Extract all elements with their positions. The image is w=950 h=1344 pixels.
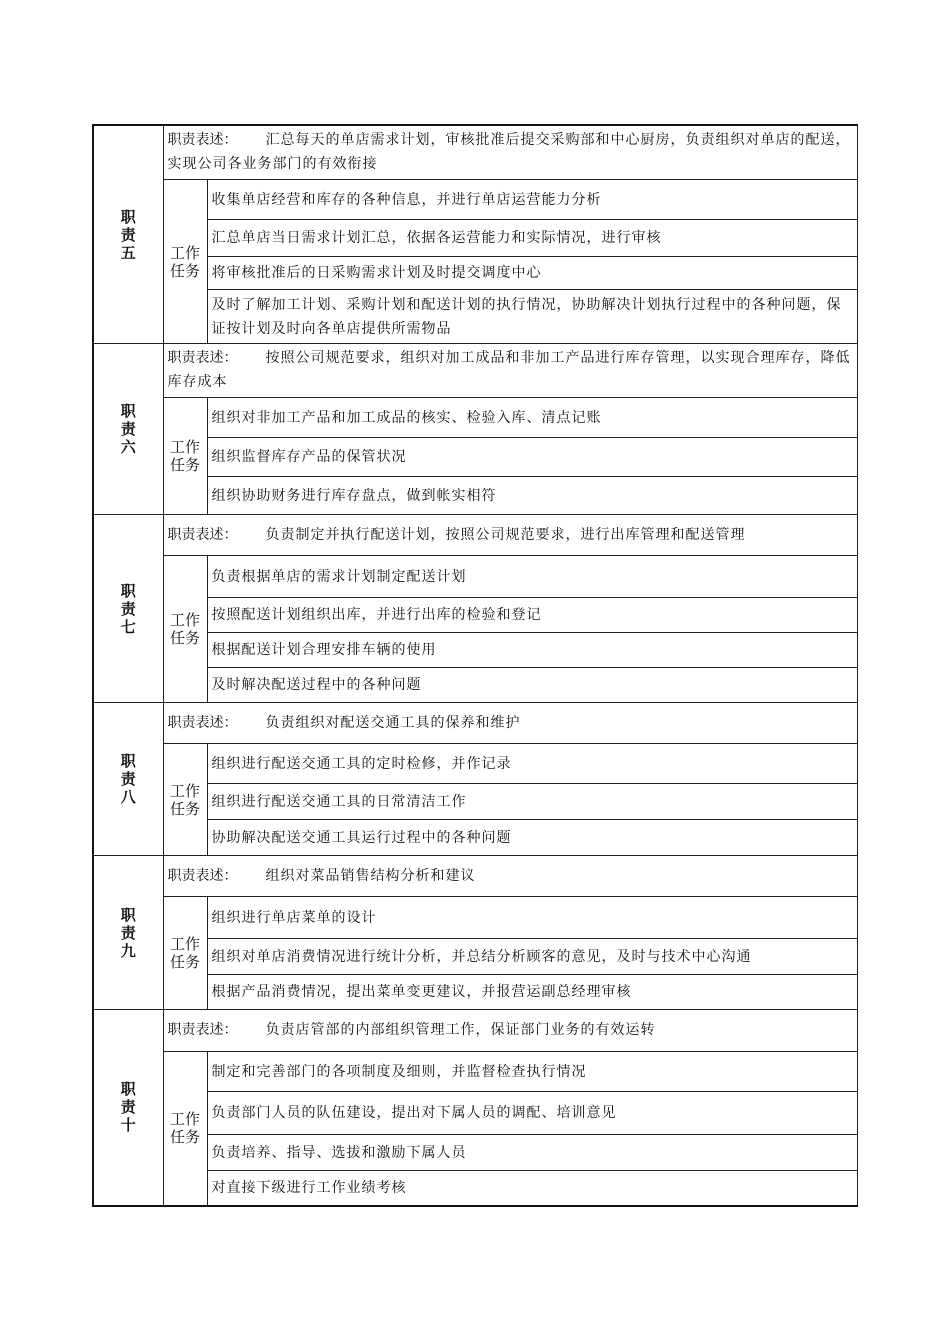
work-task-label-line: 任务 — [169, 629, 200, 647]
duty-name-char: 九 — [120, 941, 136, 960]
task-row — [93, 398, 858, 438]
description-label: 职责表述： — [167, 132, 238, 148]
duty-name — [93, 344, 163, 515]
duty-description — [163, 856, 858, 897]
task-item: 根据配送计划合理安排车辆的使用 — [207, 633, 858, 668]
duty-name-char: 责 — [120, 770, 136, 788]
duty-description-row — [93, 703, 858, 744]
duty-description-row — [93, 1010, 858, 1052]
task-item: 负责培养、指导、选拔和激励下属人员 — [207, 1135, 858, 1171]
work-task-label-line: 任务 — [169, 456, 200, 474]
duty-name-char: 六 — [120, 438, 136, 456]
duty-table — [92, 124, 858, 1207]
duty-description — [163, 703, 858, 744]
work-task-label — [163, 556, 207, 703]
work-task-label-line: 任务 — [169, 799, 200, 818]
task-item: 负责部门人员的队伍建设，提出对下属人员的调配、培训意见 — [207, 1092, 858, 1135]
task-item: 及时了解加工计划、采购计划和配送计划的执行情况，协助解决计划执行过程中的各种问题，保证按计划及时向各单店提供所需物品 — [207, 290, 858, 344]
task-row — [93, 975, 858, 1010]
duty-name-char: 职 — [120, 1080, 136, 1099]
task-row — [93, 1052, 858, 1092]
duty-name-char: 职 — [120, 207, 136, 226]
work-task-label-line: 任务 — [169, 953, 200, 971]
duty-name-char: 职 — [120, 905, 136, 924]
task-row — [93, 744, 858, 784]
task-item: 组织进行配送交通工具的日常清洁工作 — [207, 784, 858, 820]
task-item: 汇总单店当日需求计划汇总，依据各运营能力和实际情况，进行审核 — [207, 220, 858, 257]
task-row — [93, 668, 858, 703]
description-text: 按照公司规范要求，组织对加工成品和非加工产品进行库存管理，以实现合理库存，降低库存成本 — [167, 350, 851, 390]
duty-name — [93, 703, 163, 856]
duty-description — [163, 1010, 858, 1052]
duty-description-row — [93, 515, 858, 556]
duty-name — [93, 125, 163, 344]
duty-name-char: 七 — [120, 617, 136, 636]
description-text: 组织对菜品销售结构分析和建议 — [265, 867, 476, 884]
task-row — [93, 556, 858, 598]
duty-name-char: 职 — [120, 752, 136, 770]
task-item: 组织对单店消费情况进行统计分析，并总结分析顾客的意见，及时与技术中心沟通 — [207, 939, 858, 975]
duty-name-char: 职 — [120, 581, 136, 600]
task-item: 组织对非加工产品和加工成品的核实、检验入库、清点记账 — [207, 398, 858, 438]
work-task-label — [163, 744, 207, 856]
task-row — [93, 784, 858, 820]
task-row — [93, 1135, 858, 1171]
duty-description — [163, 515, 858, 556]
task-item: 对直接下级进行工作业绩考核 — [207, 1171, 858, 1206]
task-row — [93, 180, 858, 220]
task-item: 及时解决配送过程中的各种问题 — [207, 668, 858, 703]
duty-name-char: 责 — [120, 420, 136, 438]
duty-name-char: 十 — [120, 1116, 136, 1135]
work-task-label-line: 工作 — [169, 438, 200, 456]
task-row — [93, 897, 858, 939]
task-item: 组织进行配送交通工具的定时检修，并作记录 — [207, 744, 858, 784]
task-item: 负责根据单店的需求计划制定配送计划 — [207, 556, 858, 598]
duty-name — [93, 515, 163, 703]
description-label: 职责表述： — [167, 714, 238, 731]
work-task-label — [163, 180, 207, 344]
task-row — [93, 1092, 858, 1135]
task-row — [93, 220, 858, 257]
work-task-label-line: 工作 — [169, 611, 200, 629]
work-task-label-line: 工作 — [169, 1110, 200, 1129]
task-row — [93, 820, 858, 856]
work-task-label-line: 任务 — [169, 261, 200, 280]
description-label: 职责表述： — [167, 350, 238, 366]
description-text: 汇总每天的单店需求计划，审核批准后提交采购部和中心厨房，负责组织对单店的配送，实现公司各业务部门的有效衔接 — [167, 132, 851, 172]
work-task-label-line: 工作 — [169, 935, 200, 953]
task-row — [93, 633, 858, 668]
task-item: 组织监督库存产品的保管状况 — [207, 438, 858, 477]
task-row — [93, 257, 858, 290]
duty-name-char: 责 — [120, 1098, 136, 1117]
task-item: 根据产品消费情况，提出菜单变更建议，并报营运副总经理审核 — [207, 975, 858, 1010]
task-row — [93, 477, 858, 515]
duty-name-char: 责 — [120, 225, 136, 244]
task-row — [93, 290, 858, 344]
description-text: 负责组织对配送交通工具的保养和维护 — [265, 714, 521, 731]
task-item: 将审核批准后的日采购需求计划及时提交调度中心 — [207, 257, 858, 290]
description-label: 职责表述： — [167, 867, 238, 884]
task-item: 协助解决配送交通工具运行过程中的各种问题 — [207, 820, 858, 856]
work-task-label-line: 任务 — [169, 1128, 200, 1147]
duty-name-char: 责 — [120, 599, 136, 618]
task-item: 收集单店经营和库存的各种信息，并进行单店运营能力分析 — [207, 180, 858, 220]
work-task-label — [163, 1052, 207, 1206]
work-task-label — [163, 897, 207, 1010]
duty-description-row — [93, 856, 858, 897]
work-task-label-line: 工作 — [169, 781, 200, 800]
task-item: 组织协助财务进行库存盘点，做到帐实相符 — [207, 477, 858, 515]
duty-name-char: 五 — [120, 243, 136, 262]
duty-description-row — [93, 344, 858, 398]
duty-name-char: 八 — [120, 788, 136, 806]
task-item: 制定和完善部门的各项制度及细则，并监督检查执行情况 — [207, 1052, 858, 1092]
duty-name-char: 责 — [120, 923, 136, 942]
description-label: 职责表述： — [167, 1022, 238, 1038]
task-row — [93, 1171, 858, 1206]
duty-description — [163, 344, 858, 398]
duty-name — [93, 856, 163, 1010]
duty-description-row — [93, 125, 858, 180]
duty-table-body — [93, 125, 858, 1206]
task-row — [93, 438, 858, 477]
description-label: 职责表述： — [167, 526, 238, 543]
task-item: 组织进行单店菜单的设计 — [207, 897, 858, 939]
work-task-label-line: 工作 — [169, 243, 200, 262]
description-text: 负责制定并执行配送计划，按照公司规范要求，进行出库管理和配送管理 — [265, 526, 746, 543]
duty-description — [163, 125, 858, 180]
task-item: 按照配送计划组织出库，并进行出库的检验和登记 — [207, 598, 858, 633]
task-row — [93, 598, 858, 633]
duty-name — [93, 1010, 163, 1206]
task-row — [93, 939, 858, 975]
description-text: 负责店管部的内部组织管理工作，保证部门业务的有效运转 — [265, 1022, 656, 1038]
duty-name-char: 职 — [120, 402, 136, 420]
work-task-label — [163, 398, 207, 515]
